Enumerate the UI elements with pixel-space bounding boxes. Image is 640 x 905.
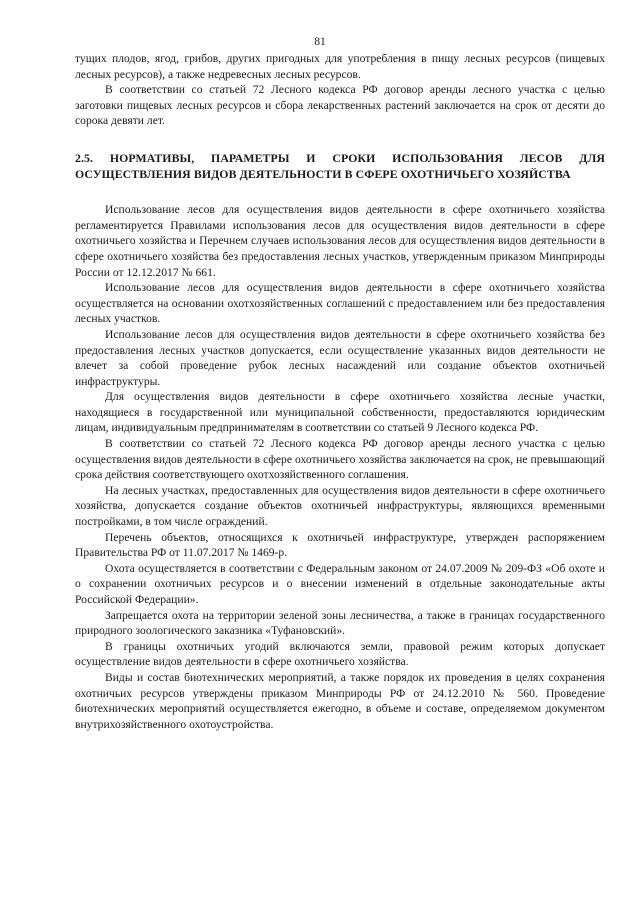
section-paragraph-3: Использование лесов для осуществления видов деятельности в сфере охотничьего хозяйства без предоставления лесных участков допускается, если осуществление указанных видов деятельности не влечет за собой проведение рубок лесных насаждений или создание объектов охотничьей инфраструктуры. bbox=[75, 327, 605, 388]
intro-paragraph-lease-term: В соответствии со статьей 72 Лесного кодекса РФ договор аренды лесного участка с целью заготовки пищевых лесных ресурсов и сбора лекарственных растений заключается на срок от десяти до сорока девяти лет. bbox=[75, 83, 605, 128]
intro-paragraph-continuation: тущих плодов, ягод, грибов, других пригодных для употребления в пищу лесных ресурсов (пищевых лесных ресурсов), а также недревесных лесных ресурсов. bbox=[75, 52, 605, 81]
section-paragraph-9: Запрещается охота на территории зеленой зоны лесничества, а также в границах государственного природного зоологического заказника «Туфановский». bbox=[75, 608, 605, 638]
section-paragraph-4: Для осуществления видов деятельности в сфере охотничьего хозяйства лесные участки, находящиеся в государственной или муниципальной собственности, предоставляются юридическим лицам, индивидуальным предпринимателям в соответствии со статьей 9 Лесного кодекса РФ. bbox=[75, 390, 605, 435]
section-spacer bbox=[75, 129, 605, 151]
heading-spacer bbox=[75, 182, 605, 202]
section-paragraph-10: В границы охотничьих угодий включаются земли, правовой режим которых допускает осуществление видов деятельности в сфере охотничьего хозяйства. bbox=[75, 639, 605, 669]
section-paragraph-2: Использование лесов для осуществления видов деятельности в сфере охотничьего хозяйства осуществляется на основании охотхозяйственных соглашений с предоставлением или без предоставления лесных участков. bbox=[75, 281, 605, 326]
page-number: 81 bbox=[314, 35, 326, 48]
section-paragraph-6: На лесных участках, предоставленных для осуществления видов деятельности в сфере охотничьего хозяйства, допускается создание объектов охотничьей инфраструктуры, являющихся временными постройками, в том числе ограждений. bbox=[75, 483, 605, 529]
section-paragraph-5: В соответствии со статьей 72 Лесного кодекса РФ договор аренды лесного участка с целью осуществления видов деятельности в сфере охотничьего хозяйства заключается на срок, не превышающий срока действия соответствующего охотхозяйственного соглашения. bbox=[75, 437, 605, 482]
section-paragraph-11: Виды и состав биотехнических мероприятий, а также порядок их проведения в целях сохранения охотничьих ресурсов утверждены приказом Минприроды РФ от 24.12.2010 № 560. Проведение биотехнических мероприятий осуществляется ежегодно, в объеме и составе, определяемом документом внутрихозяйственного охотоустройства. bbox=[75, 670, 605, 731]
section-paragraph-7: Перечень объектов, относящихся к охотничьей инфраструктуре, утвержден распоряжением Правительства РФ от 11.07.2017 № 1469-р. bbox=[75, 530, 605, 560]
page-content bbox=[75, 51, 605, 732]
section-heading: 2.5. НОРМАТИВЫ, ПАРАМЕТРЫ И СРОКИ ИСПОЛЬЗОВАНИЯ ЛЕСОВ ДЛЯ ОСУЩЕСТВЛЕНИЯ ВИДОВ ДЕЯТЕЛЬНОСТИ В СФЕРЕ ОХОТНИЧЬЕГО ХОЗЯЙСТВА bbox=[75, 150, 605, 181]
section-paragraph-1: Использование лесов для осуществления видов деятельности в сфере охотничьего хозяйства регламентируется Правилами использования лесов для осуществления видов деятельности в сфере охотничьего хозяйства и Перечнем случаев использования лесов для осуществления видов деятельности в сфере охотничьего хозяйства без предоставления лесных участков, утвержденным приказом Минприроды России от 12.12.2017 № 661. bbox=[75, 203, 605, 279]
section-paragraph-8: Охота осуществляется в соответствии с Федеральным законом от 24.07.2009 № 209-ФЗ «Об охоте и о сохранении охотничьих ресурсов и о внесении изменений в отдельные законодательные акты Российской Федерации». bbox=[75, 561, 605, 606]
